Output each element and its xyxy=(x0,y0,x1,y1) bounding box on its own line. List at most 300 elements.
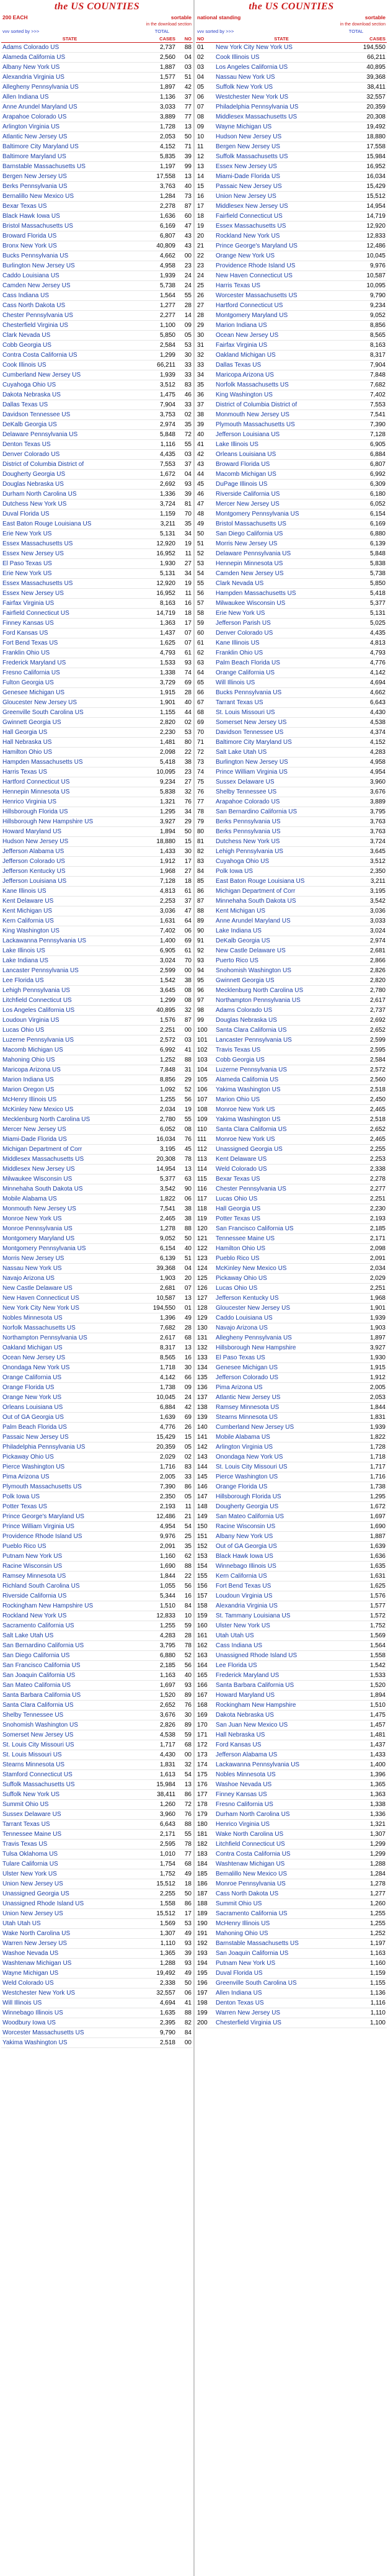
left-row-rank: 25 xyxy=(184,1533,192,1540)
left-row-state: Cobb Georgia US xyxy=(2,342,51,349)
right-header-rank[interactable]: NO xyxy=(197,35,205,42)
right-table-row xyxy=(196,1194,387,1204)
right-header-state[interactable]: STATE xyxy=(274,35,289,42)
right-row-rank: 116 xyxy=(197,1186,207,1192)
left-table-row xyxy=(1,360,193,370)
right-row-state: Camden New Jersey US xyxy=(216,570,284,577)
left-table-row xyxy=(1,648,193,658)
right-table-row xyxy=(196,1820,387,1830)
right-table-header xyxy=(196,35,387,43)
left-row-state: Pueblo Rico US xyxy=(2,1543,46,1550)
right-row-cases: 1,307 xyxy=(369,1831,386,1838)
right-row-rank: 44 xyxy=(197,471,205,478)
right-row-cases: 16,952 xyxy=(366,163,386,170)
left-row-rank: 27 xyxy=(184,868,192,875)
right-row-rank: 39 xyxy=(197,421,205,428)
right-row-cases: 1,915 xyxy=(369,1364,386,1371)
left-row-cases: 12,920 xyxy=(156,540,175,547)
right-row-cases: 7,682 xyxy=(369,382,386,388)
left-row-rank: 56 xyxy=(184,1583,192,1590)
left-row-rank: 02 xyxy=(184,411,192,418)
left-table-row xyxy=(1,400,193,410)
left-row-state: Douglas Nebraska US xyxy=(2,481,64,488)
left-row-state: Henrico Virginia US xyxy=(2,798,57,805)
left-row-rank: 40 xyxy=(184,183,192,190)
right-table-row xyxy=(196,112,387,122)
right-table-row xyxy=(196,897,387,906)
right-row-rank: 66 xyxy=(197,689,205,696)
right-row-cases: 2,652 xyxy=(369,1027,386,1034)
left-row-cases: 4,813 xyxy=(159,888,175,895)
right-row-state: Alameda California US xyxy=(216,1076,279,1083)
left-title: the US COUNTIES xyxy=(54,1,140,12)
right-table-row xyxy=(196,470,387,480)
left-row-state: Kern California US xyxy=(2,918,54,924)
right-row-state: Puerto Rico US xyxy=(216,957,258,964)
right-table-row xyxy=(196,1631,387,1641)
right-row-cases: 1,437 xyxy=(369,1742,386,1748)
right-table-row xyxy=(196,400,387,410)
right-row-rank: 174 xyxy=(197,1761,208,1768)
right-row-state: Montgomery Maryland US xyxy=(216,312,288,319)
right-row-state: Berks Pennsylvania US xyxy=(216,818,281,825)
left-table-row xyxy=(1,946,193,956)
left-header-state[interactable]: STATE xyxy=(62,35,77,42)
left-row-cases: 10,095 xyxy=(156,769,175,776)
left-row-cases: 6,154 xyxy=(159,1245,175,1252)
left-row-cases: 1,520 xyxy=(159,1692,175,1699)
left-row-cases: 2,029 xyxy=(159,1454,175,1460)
left-header-rank[interactable]: NO xyxy=(184,35,192,42)
left-row-state: Berks Pennsylvania US xyxy=(2,183,68,190)
right-row-rank: 131 xyxy=(197,1335,208,1341)
left-note: in the download section xyxy=(146,22,192,27)
left-row-state: East Baton Rouge Louisiana US xyxy=(2,521,92,527)
left-row-rank: 42 xyxy=(184,84,192,91)
left-row-rank: 15 xyxy=(184,1434,192,1441)
right-row-cases: 1,277 xyxy=(369,1890,386,1897)
right-row-cases: 1,338 xyxy=(369,1801,386,1808)
left-row-state: New Haven Connecticut US xyxy=(2,1295,79,1302)
right-row-rank: 161 xyxy=(197,1632,208,1639)
right-row-cases: 1,577 xyxy=(369,1603,386,1609)
left-row-state: Durham North Carolina US xyxy=(2,491,77,498)
left-row-rank: 34 xyxy=(184,808,192,815)
left-table-row xyxy=(1,1413,193,1423)
right-table-row xyxy=(196,648,387,658)
right-table-row xyxy=(196,1095,387,1105)
left-table-row xyxy=(1,589,193,599)
right-row-rank: 187 xyxy=(197,1890,208,1897)
left-row-state: Unassigned Rhode Island US xyxy=(2,1900,84,1907)
right-table-row xyxy=(196,1959,387,1969)
left-table-row xyxy=(1,370,193,380)
right-row-rank: 180 xyxy=(197,1821,208,1828)
left-table-row xyxy=(1,1294,193,1304)
right-row-state: Mercer New Jersey US xyxy=(216,501,280,508)
left-row-cases: 1,569 xyxy=(159,1920,175,1927)
right-row-cases: 2,053 xyxy=(369,1394,386,1401)
right-row-cases: 4,954 xyxy=(369,769,386,776)
left-table-row xyxy=(1,1125,193,1135)
left-row-state: Sacramento California US xyxy=(2,1622,74,1629)
right-row-rank: 85 xyxy=(197,878,205,885)
right-row-cases: 1,690 xyxy=(369,1523,386,1530)
right-sort-column[interactable]: TOTAL xyxy=(348,28,364,34)
left-table-row xyxy=(1,1859,193,1869)
right-subtitle-left: national standing xyxy=(197,14,241,20)
right-table-row xyxy=(196,1711,387,1720)
left-row-cases: 2,572 xyxy=(159,1037,175,1044)
left-row-rank: 60 xyxy=(184,213,192,220)
left-row-state: Rockland New York US xyxy=(2,1612,67,1619)
right-row-rank: 45 xyxy=(197,481,205,488)
left-row-rank: 73 xyxy=(184,193,192,200)
right-table-row xyxy=(196,241,387,251)
left-row-cases: 1,577 xyxy=(159,74,175,81)
left-row-rank: 00 xyxy=(184,2039,192,2046)
right-row-cases: 15,984 xyxy=(366,153,386,160)
left-row-state: Travis Texas US xyxy=(2,1841,48,1848)
right-table-row xyxy=(196,817,387,827)
right-row-rank: 177 xyxy=(197,1791,208,1798)
right-row-rank: 101 xyxy=(197,1037,208,1044)
left-row-cases: 2,255 xyxy=(159,1890,175,1897)
right-row-rank: 30 xyxy=(197,332,205,339)
right-table-row xyxy=(196,1800,387,1810)
right-table-row xyxy=(196,1532,387,1542)
right-table-row xyxy=(196,678,387,688)
left-row-state: Erie New York US xyxy=(2,570,52,577)
right-table-row xyxy=(196,1472,387,1482)
left-row-rank: 81 xyxy=(184,501,192,508)
left-row-state: Cass North Dakota US xyxy=(2,302,66,309)
right-row-state: Ford Kansas US xyxy=(216,1742,262,1748)
right-row-rank: 97 xyxy=(197,997,205,1004)
right-row-cases: 2,599 xyxy=(369,1037,386,1044)
right-table-row xyxy=(196,887,387,897)
right-row-rank: 108 xyxy=(197,1106,208,1113)
right-row-state: Wake North Carolina US xyxy=(216,1831,284,1838)
right-table-row xyxy=(196,1353,387,1363)
right-row-state: Rockingham New Hampshire xyxy=(216,1702,296,1709)
right-table-row xyxy=(196,1512,387,1522)
left-row-rank: 41 xyxy=(184,2000,192,2006)
left-row-cases: 3,211 xyxy=(160,521,175,527)
right-row-rank: 122 xyxy=(197,1245,208,1252)
right-row-state: Monroe New York US xyxy=(216,1136,275,1143)
left-row-state: Monroe New York US xyxy=(2,1215,62,1222)
right-table-row xyxy=(196,1859,387,1869)
right-row-cases: 2,338 xyxy=(369,1166,386,1173)
right-row-state: Polk Iowa US xyxy=(216,868,254,875)
left-row-state: Frederick Maryland US xyxy=(2,660,66,666)
left-table-row xyxy=(1,1770,193,1780)
right-row-rank: 06 xyxy=(197,94,205,101)
left-table-row xyxy=(1,1542,193,1552)
left-subtitle-right: sortable xyxy=(170,14,192,20)
right-table-row xyxy=(196,946,387,956)
left-table-row xyxy=(1,936,193,946)
left-row-cases: 1,672 xyxy=(159,471,175,478)
right-table-row xyxy=(196,1522,387,1532)
left-sort-column[interactable]: TOTAL xyxy=(154,28,170,34)
left-row-cases: 1,010 xyxy=(159,1851,175,1858)
left-table-row xyxy=(1,102,193,112)
right-row-rank: 47 xyxy=(197,501,205,508)
right-row-cases: 1,752 xyxy=(369,1622,386,1629)
left-table-row xyxy=(1,1830,193,1840)
left-row-state: Chester Pennsylvania US xyxy=(2,312,73,319)
right-row-cases: 7,848 xyxy=(369,372,386,378)
left-row-cases: 1,110 xyxy=(160,1940,175,1947)
left-row-cases: 1,558 xyxy=(159,1900,175,1907)
right-row-cases: 10,045 xyxy=(366,253,386,259)
right-table-row xyxy=(196,410,387,420)
left-table-row xyxy=(1,311,193,321)
right-row-state: Warren New Jersey US xyxy=(216,2010,281,2016)
right-row-state: Prince George's Maryland US xyxy=(216,243,298,249)
left-row-cases: 3,960 xyxy=(159,1811,175,1818)
left-row-state: San Joaquin California US xyxy=(2,1672,76,1679)
left-table-row xyxy=(1,847,193,857)
column-divider xyxy=(193,0,195,2576)
right-table-row xyxy=(196,966,387,976)
left-table-row xyxy=(1,539,193,549)
left-row-rank: 62 xyxy=(184,1553,192,1560)
left-table-row xyxy=(1,53,193,63)
right-row-rank: 167 xyxy=(197,1692,208,1699)
right-row-rank: 82 xyxy=(197,848,205,855)
right-row-cases: 32,557 xyxy=(366,94,386,101)
left-row-rank: 17 xyxy=(184,620,192,627)
left-row-cases: 1,631 xyxy=(159,918,175,924)
left-row-rank: 50 xyxy=(184,133,192,140)
right-row-state: Plymouth Massachusetts US xyxy=(216,421,295,428)
right-row-cases: 1,100 xyxy=(369,2019,386,2026)
left-row-cases: 2,171 xyxy=(159,1831,175,1838)
left-row-cases: 194,550 xyxy=(152,1305,175,1312)
right-row-state: Kane Illinois US xyxy=(216,640,260,646)
right-row-rank: 14 xyxy=(197,173,205,180)
left-row-state: Prince George's Maryland US xyxy=(2,1513,84,1520)
right-row-rank: 111 xyxy=(197,1136,207,1143)
left-row-cases: 1,912 xyxy=(159,858,175,865)
right-row-cases: 2,005 xyxy=(369,1384,386,1391)
left-table-row xyxy=(1,132,193,142)
right-row-state: Mahoning Ohio US xyxy=(216,1930,268,1937)
right-row-state: Pierce Washington US xyxy=(216,1474,278,1480)
right-row-rank: 173 xyxy=(197,1751,208,1758)
left-row-cases: 2,692 xyxy=(159,481,175,488)
right-table-row xyxy=(196,668,387,678)
left-row-cases: 10,587 xyxy=(156,1295,175,1302)
left-row-state: Santa Barbara California US xyxy=(2,1692,81,1699)
right-row-state: King Washington US xyxy=(216,391,273,398)
left-row-cases: 6,139 xyxy=(159,1255,175,1262)
right-table-row xyxy=(196,688,387,698)
right-row-cases: 1,717 xyxy=(369,1464,386,1470)
left-row-cases: 1,116 xyxy=(160,441,175,448)
right-row-rank: 79 xyxy=(197,818,205,825)
left-row-cases: 20,359 xyxy=(156,1444,175,1451)
right-row-state: Dakota Nebraska US xyxy=(216,1712,274,1719)
right-row-cases: 5,838 xyxy=(369,560,386,567)
left-row-rank: 23 xyxy=(184,769,192,776)
right-table-row xyxy=(196,539,387,549)
left-row-rank: 55 xyxy=(184,441,192,448)
left-header-cases[interactable]: CASES xyxy=(159,35,175,42)
right-row-cases: 1,155 xyxy=(369,1980,386,1987)
left-row-cases: 1,564 xyxy=(159,292,175,299)
left-row-rank: 37 xyxy=(184,461,192,468)
left-row-cases: 9,234 xyxy=(159,779,175,785)
left-row-state: Orange Florida US xyxy=(2,1384,55,1391)
left-row-cases: 4,283 xyxy=(159,1632,175,1639)
left-table-row xyxy=(1,1442,193,1452)
right-row-rank: 43 xyxy=(197,461,205,468)
right-row-cases: 1,336 xyxy=(369,1811,386,1818)
right-table-row xyxy=(196,1760,387,1770)
right-table-row xyxy=(196,43,387,53)
right-row-rank: 21 xyxy=(197,243,205,249)
right-row-cases: 3,724 xyxy=(369,838,386,845)
left-table-row xyxy=(1,827,193,837)
left-row-cases: 6,807 xyxy=(159,233,175,239)
right-table-row xyxy=(196,1214,387,1224)
right-row-cases: 4,958 xyxy=(369,759,386,766)
left-row-cases: 2,350 xyxy=(159,1493,175,1500)
left-row-cases: 40,895 xyxy=(156,1007,175,1014)
left-row-cases: 2,053 xyxy=(159,133,175,140)
right-row-cases: 1,901 xyxy=(369,1305,386,1312)
left-row-state: Mobile Alabama US xyxy=(2,1196,57,1202)
left-row-rank: 28 xyxy=(184,1325,192,1331)
left-row-state: Nobles Minnesota US xyxy=(2,1315,63,1322)
right-row-rank: 90 xyxy=(197,928,205,934)
right-row-cases: 4,538 xyxy=(369,719,386,726)
left-subtitle-left: 200 EACH xyxy=(2,14,28,20)
left-row-state: Orange California US xyxy=(2,1374,62,1381)
right-row-state: Jefferson Parish US xyxy=(216,620,271,627)
left-row-rank: 70 xyxy=(184,511,192,517)
right-table-row xyxy=(196,311,387,321)
right-header-cases[interactable]: CASES xyxy=(369,35,386,42)
left-table-row xyxy=(1,1194,193,1204)
right-table-row xyxy=(196,1323,387,1333)
right-row-cases: 2,572 xyxy=(369,1067,386,1073)
right-row-rank: 78 xyxy=(197,808,205,815)
left-row-cases: 14,954 xyxy=(156,1166,175,1173)
left-row-rank: 09 xyxy=(184,1384,192,1391)
right-row-cases: 6,992 xyxy=(369,471,386,478)
right-row-cases: 2,193 xyxy=(369,1215,386,1222)
right-row-rank: 104 xyxy=(197,1067,208,1073)
right-row-rank: 88 xyxy=(197,908,205,915)
left-row-cases: 7,390 xyxy=(159,1483,175,1490)
right-row-rank: 33 xyxy=(197,362,205,369)
left-row-rank: 40 xyxy=(184,699,192,706)
right-row-state: Franklin Ohio US xyxy=(216,650,263,656)
right-table-row xyxy=(196,1591,387,1601)
left-row-state: Racine Wisconsin US xyxy=(2,1563,63,1570)
left-row-state: Bergen New Jersey US xyxy=(2,173,67,180)
right-row-state: Arapahoe Colorado US xyxy=(216,798,280,805)
left-table-row xyxy=(1,1919,193,1929)
left-row-state: Fort Bend Texas US xyxy=(2,640,58,646)
right-row-rank: 07 xyxy=(197,104,205,110)
left-row-cases: 9,052 xyxy=(159,1235,175,1242)
left-row-cases: 8,565 xyxy=(159,1354,175,1361)
right-row-rank: 113 xyxy=(197,1156,207,1163)
left-table-row xyxy=(1,758,193,767)
right-row-rank: 98 xyxy=(197,1007,205,1014)
left-row-rank: 00 xyxy=(184,253,192,259)
right-row-cases: 2,560 xyxy=(369,1076,386,1083)
left-row-state: Westchester New York US xyxy=(2,1990,76,1997)
right-row-state: Cass North Dakota US xyxy=(216,1890,279,1897)
left-row-rank: 30 xyxy=(184,848,192,855)
left-row-state: Wayne Michigan US xyxy=(2,1970,59,1977)
left-table-row xyxy=(1,1691,193,1701)
left-row-rank: 11 xyxy=(185,550,192,557)
right-row-state: Orange Florida US xyxy=(216,1483,268,1490)
left-row-state: Suffolk Massachusetts US xyxy=(2,1781,75,1788)
right-row-state: Summit Ohio US xyxy=(216,1900,262,1907)
left-row-state: Ford Kansas US xyxy=(2,630,48,637)
right-row-state: Cobb Georgia US xyxy=(216,1057,265,1063)
right-row-cases: 38,411 xyxy=(367,84,386,91)
right-row-cases: 2,230 xyxy=(369,1205,386,1212)
left-table-row xyxy=(1,529,193,539)
left-row-rank: 87 xyxy=(184,203,192,210)
right-row-rank: 24 xyxy=(197,272,205,279)
left-row-rank: 76 xyxy=(184,1702,192,1709)
right-row-state: Fresno California US xyxy=(216,1801,273,1808)
right-row-rank: 28 xyxy=(197,312,205,319)
left-row-rank: 35 xyxy=(184,521,192,527)
left-row-cases: 8,317 xyxy=(159,1344,175,1351)
right-row-rank: 60 xyxy=(197,630,205,637)
left-table-row xyxy=(1,1562,193,1572)
left-table-row xyxy=(1,1581,193,1591)
right-row-rank: 35 xyxy=(197,382,205,388)
left-table-row xyxy=(1,916,193,926)
right-row-rank: 110 xyxy=(197,1126,207,1133)
left-row-state: Middlesex New Jersey US xyxy=(2,1166,75,1173)
left-table-row xyxy=(1,1284,193,1294)
right-table-row xyxy=(196,589,387,599)
left-table-row xyxy=(1,2028,193,2038)
right-row-cases: 194,550 xyxy=(363,44,386,51)
left-table-row xyxy=(1,1552,193,1562)
left-row-state: Camden New Jersey US xyxy=(2,282,71,289)
left-row-cases: 7,402 xyxy=(159,928,175,934)
right-row-state: Unassigned Georgia US xyxy=(216,1146,283,1153)
left-row-cases: 2,737 xyxy=(159,44,175,51)
right-row-state: Winnebago Illinois US xyxy=(216,1563,276,1570)
right-row-state: Chesterfield Virginia US xyxy=(216,2019,281,2026)
left-table-row xyxy=(1,1621,193,1631)
right-row-state: Denver Colorado US xyxy=(216,630,273,637)
right-row-state: Suffolk New York US xyxy=(216,84,273,91)
right-row-rank: 22 xyxy=(197,253,205,259)
right-row-rank: 08 xyxy=(197,114,205,120)
right-row-cases: 4,694 xyxy=(369,679,386,686)
left-table-row xyxy=(1,1820,193,1830)
right-row-cases: 2,584 xyxy=(369,1057,386,1063)
right-table-row xyxy=(196,599,387,609)
